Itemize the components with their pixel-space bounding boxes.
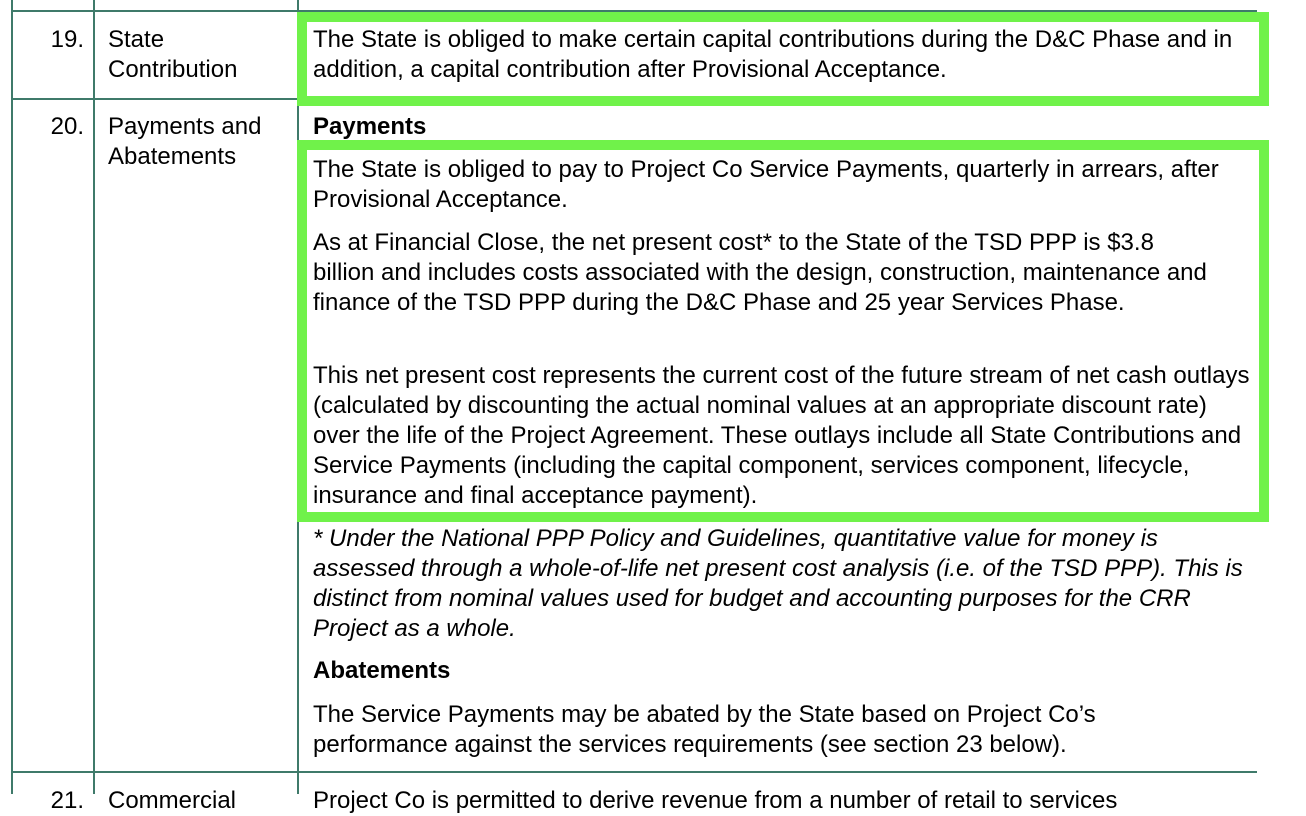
row-21-number: 21. (50, 787, 84, 814)
row-19-number: 19. (50, 26, 84, 53)
abatements-paragraph: The Service Payments may be abated by the State based on Project Co’s performance against the services requirements (see section 23 below). (313, 701, 1096, 758)
payments-paragraph-1: The State is obliged to pay to Project Co Service Payments, quarterly in arrears, after Provisional Acceptance. (313, 156, 1219, 213)
row-21-text: Project Co is permitted to derive revenue from a number of retail to services (313, 787, 1118, 814)
payments-paragraph-3: This net present cost represents the current cost of the future stream of net cash outlays (calculated by discounting the actual nominal values at an appropriate discount rate) over the life of the Project Agreement. These outlays include all State Contributions and Service Payments (including the capital component, services component, lifecycle, insurance and final acceptance payment). (313, 362, 1250, 509)
row-divider-19-20 (11, 98, 1257, 100)
footnote: * Under the National PPP Policy and Guidelines, quantitative value for money is assessed through a whole-of-life net present cost analysis (i.e. of the TSD PPP). This is distinct from nominal values used for budget and accounting purposes for the CRR Project as a whole. (313, 525, 1243, 642)
row-20-number: 20. (50, 113, 84, 140)
row-divider-top (11, 10, 1257, 12)
row-19-label: State Contribution (108, 26, 238, 83)
column-divider-number (93, 0, 95, 794)
payments-heading: Payments (313, 113, 427, 140)
payments-paragraph-2: As at Financial Close, the net present cost* to the State of the TSD PPP is $3.8 billion and includes costs associated with the design, construction, maintenance and finance of the TSD PPP during the D&C Phase and 25 year Services Phase. (313, 229, 1207, 316)
abatements-heading: Abatements (313, 657, 451, 684)
column-divider-label (297, 0, 299, 794)
row-20-label: Payments and Abatements (108, 113, 262, 170)
row-21-label: Commercial (108, 787, 237, 814)
row-divider-20-21 (11, 771, 1257, 773)
row-19-text: The State is obliged to make certain capital contributions during the D&C Phase and in addition, a capital contribution after Provisional Acceptance. (313, 26, 1233, 83)
